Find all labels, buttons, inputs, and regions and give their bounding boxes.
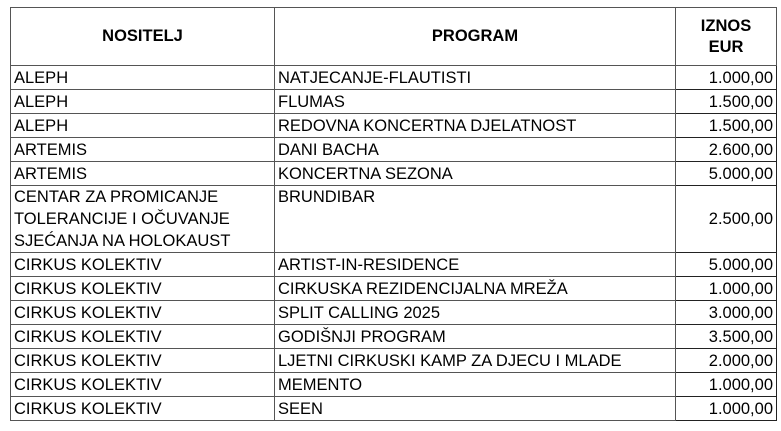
table-row	[11, 397, 777, 421]
table-row	[11, 325, 777, 349]
iznos-cell: 3.500,00	[676, 325, 777, 349]
nositelj-cell: CENTAR ZA PROMICANJE TOLERANCIJE I OČUVANJE SJEĆANJA NA HOLOKAUST	[11, 186, 275, 253]
iznos-cell: 2.600,00	[676, 138, 777, 162]
nositelj-cell: CIRKUS KOLEKTIV	[11, 253, 275, 277]
nositelj-cell: CIRKUS KOLEKTIV	[11, 373, 275, 397]
table-row	[11, 90, 777, 114]
program-cell: NATJECANJE-FLAUTISTI	[275, 66, 676, 90]
table-row	[11, 138, 777, 162]
nositelj-cell: CIRKUS KOLEKTIV	[11, 397, 275, 421]
program-cell: KONCERTNA SEZONA	[275, 162, 676, 186]
table-row	[11, 349, 777, 373]
header-iznos	[676, 8, 777, 66]
program-cell: GODIŠNJI PROGRAM	[275, 325, 676, 349]
iznos-cell: 3.000,00	[676, 301, 777, 325]
iznos-cell: 5.000,00	[676, 253, 777, 277]
program-cell: BRUNDIBAR	[275, 186, 676, 253]
table-row	[11, 66, 777, 90]
nositelj-cell: ALEPH	[11, 90, 275, 114]
program-cell: SEEN	[275, 397, 676, 421]
nositelj-cell: CIRKUS KOLEKTIV	[11, 277, 275, 301]
program-cell: FLUMAS	[275, 90, 676, 114]
table-row	[11, 114, 777, 138]
program-cell: ARTIST-IN-RESIDENCE	[275, 253, 676, 277]
nositelj-cell: ARTEMIS	[11, 162, 275, 186]
iznos-cell: 1.000,00	[676, 66, 777, 90]
header-nositelj: NOSITELJ	[11, 8, 275, 66]
program-cell: DANI BACHA	[275, 138, 676, 162]
table-row	[11, 277, 777, 301]
header-program: PROGRAM	[275, 8, 676, 66]
table-row	[11, 301, 777, 325]
iznos-cell: 2.500,00	[676, 186, 777, 253]
table-row	[11, 186, 777, 253]
program-cell: SPLIT CALLING 2025	[275, 301, 676, 325]
program-cell: MEMENTO	[275, 373, 676, 397]
iznos-cell: 5.000,00	[676, 162, 777, 186]
nositelj-cell: CIRKUS KOLEKTIV	[11, 325, 275, 349]
header-row	[11, 8, 777, 66]
nositelj-cell: ALEPH	[11, 114, 275, 138]
nositelj-cell: ARTEMIS	[11, 138, 275, 162]
nositelj-cell: CIRKUS KOLEKTIV	[11, 349, 275, 373]
iznos-cell: 2.000,00	[676, 349, 777, 373]
iznos-cell: 1.000,00	[676, 397, 777, 421]
iznos-cell: 1.000,00	[676, 277, 777, 301]
table-row	[11, 373, 777, 397]
header-iznos-line1: IZNOS	[700, 16, 752, 35]
table-row	[11, 162, 777, 186]
program-cell: REDOVNA KONCERTNA DJELATNOST	[275, 114, 676, 138]
iznos-cell: 1.000,00	[676, 373, 777, 397]
table-row	[11, 253, 777, 277]
program-cell: LJETNI CIRKUSKI KAMP ZA DJECU I MLADE	[275, 349, 676, 373]
funding-table	[10, 7, 777, 421]
nositelj-cell: CIRKUS KOLEKTIV	[11, 301, 275, 325]
header-iznos-line2: EUR	[708, 37, 744, 56]
nositelj-cell: ALEPH	[11, 66, 275, 90]
program-cell: CIRKUSKA REZIDENCIJALNA MREŽA	[275, 277, 676, 301]
iznos-cell: 1.500,00	[676, 90, 777, 114]
iznos-cell: 1.500,00	[676, 114, 777, 138]
